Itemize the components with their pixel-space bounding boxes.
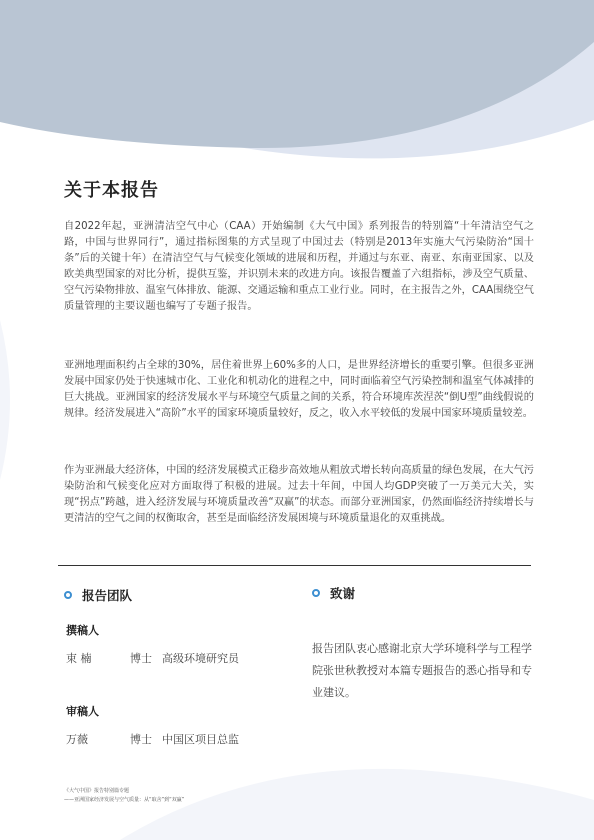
acknowledgement-text: 报告团队衷心感谢北京大学环境科学与工程学院张世秋教授对本篇专题报告的悉心指导和专业建议。 bbox=[312, 642, 532, 699]
footer-report-subtitle: ——亚洲国家经济发展与空气质量：从“取舍”到“双赢” bbox=[64, 797, 185, 803]
bullet-circle-icon bbox=[312, 589, 320, 597]
member-name: 束 楠 bbox=[66, 652, 92, 665]
member-name: 万薇 bbox=[66, 733, 88, 746]
bullet-circle-icon bbox=[64, 591, 72, 599]
member-degree: 博士 bbox=[130, 652, 152, 665]
reviewer-label: 审稿人 bbox=[66, 705, 99, 718]
acknowledgement-heading-label: 致谢 bbox=[330, 586, 356, 601]
left-faint-arc bbox=[0, 320, 10, 480]
member-degree: 博士 bbox=[130, 733, 152, 746]
acknowledgement-heading bbox=[312, 584, 355, 602]
report-team-heading-label: 报告团队 bbox=[82, 588, 133, 603]
page-title: 关于本报告 bbox=[64, 180, 159, 201]
paragraph-china-development: 作为亚洲最大经济体，中国的经济发展模式正稳步高效地从粗放式增长转向高质量的绿色发展，在大气污染防治和气候变化应对方面取得了积极的进展。过去十年间，中国人均GDP突破了一万美元大关，实现“拐点”跨越，进入经济发展与环境质量改善“双赢”的状态。而部分亚洲国家，仍然面临经济持续增长与更清洁的空气之间的权衡取舍，甚至是面临经济发展困境与环境质量退化的双重挑战。 bbox=[64, 465, 534, 524]
section-divider bbox=[58, 565, 531, 566]
paragraph-asia-context: 亚洲地理面积约占全球的30%，居住着世界上60%多的人口，是世界经济增长的重要引擎。但很多亚洲发展中国家仍处于快速城市化、工业化和机动化的进程之中，同时面临着空气污染控制和温室气体减排的巨大挑战。亚洲国家的经济发展水平与环境空气质量之间的关系，符合环境库茨涅茨“倒U型”曲线假说的规律。经济发展进入“高阶”水平的国家环境质量较好，反之，收入水平较低的发展中国家环境质量较差。 bbox=[64, 360, 534, 419]
footer-series-title: 《大气中国》报告特别篇专题 bbox=[64, 788, 130, 794]
writer-label: 撰稿人 bbox=[66, 624, 99, 637]
reviewer-entry bbox=[66, 731, 239, 747]
member-position: 高级环境研究员 bbox=[162, 652, 239, 665]
paragraph-intro: 自2022年起，亚洲清洁空气中心（CAA）开始编制《大气中国》系列报告的特别篇“十年清洁空气之路，中国与世界同行”，通过指标图集的方式呈现了中国过去（特别是2013年实施大气污染防治“国十条”后的关键十年）在清洁空气与气候变化领域的进展和历程，并通过与东亚、南亚、东南亚国家、以及欧美典型国家的对比分析，提供互鉴，并识别未来的改进方向。该报告覆盖了六组指标，涉及空气质量、空气污染物排放、温室气体排放、能源、交通运输和重点工业行业。同时，在主报告之外，CAA围绕空气质量管理的主要议题也编写了专题子报告。 bbox=[64, 221, 534, 312]
writer-entry bbox=[66, 650, 239, 666]
report-team-heading bbox=[64, 586, 132, 604]
bottom-faint-arc bbox=[120, 769, 594, 840]
member-position: 中国区项目总监 bbox=[162, 733, 239, 746]
